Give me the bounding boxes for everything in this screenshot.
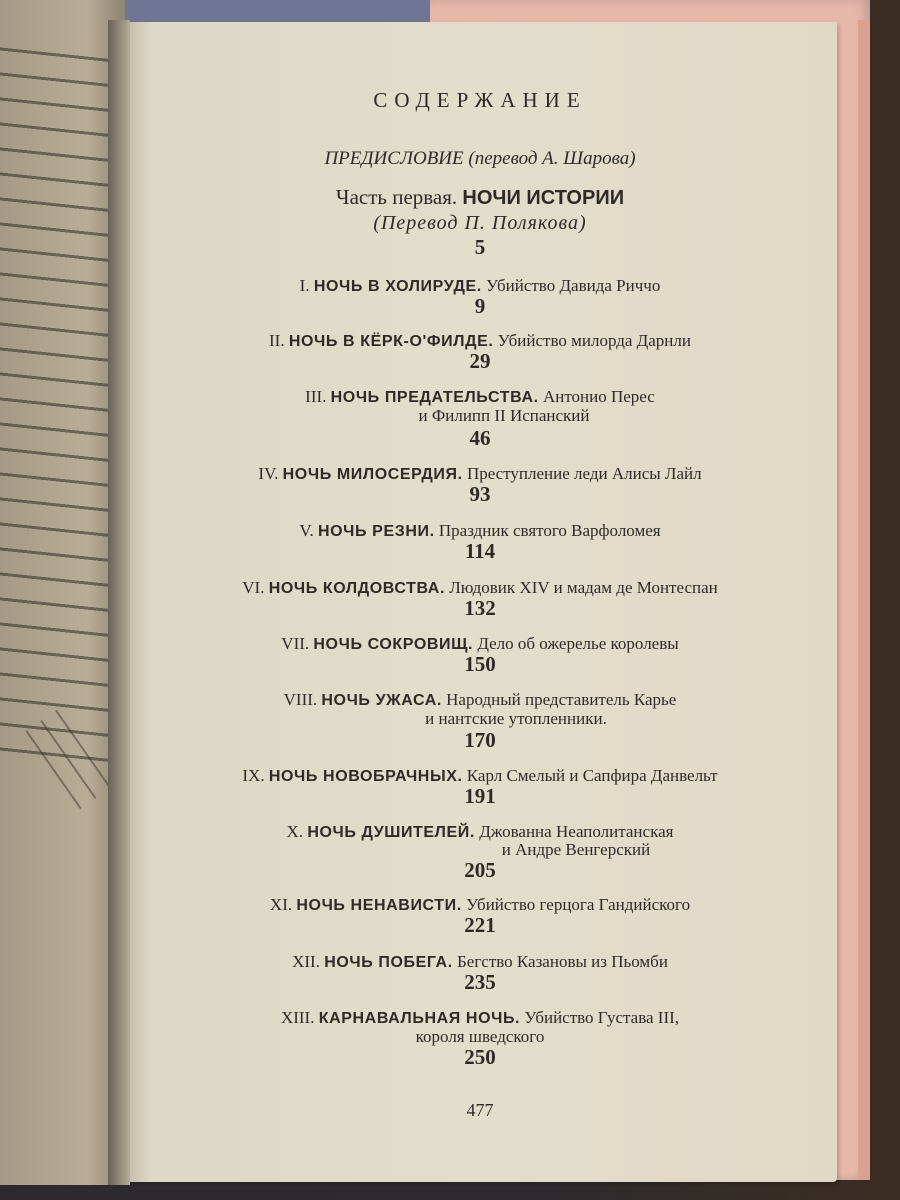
chapter-page-number: 132 <box>464 596 496 620</box>
toc-entry <box>130 276 830 296</box>
chapter-page-number: 250 <box>464 1045 496 1069</box>
chapter-title: НОЧЬ МИЛОСЕРДИЯ. <box>282 466 463 483</box>
chapter-subtitle-line2: и нантские утопленники. <box>425 709 607 728</box>
chapter-subtitle: Убийство герцога Гандийского <box>466 895 691 914</box>
chapter-page-number: 29 <box>469 349 491 373</box>
chapter-subtitle: Праздник святого Варфоломея <box>438 521 661 540</box>
chapter-number: IX. <box>242 766 265 785</box>
book-gutter <box>108 20 130 1185</box>
chapter-title: НОЧЬ КОЛДОВСТВА. <box>268 580 446 597</box>
chapter-title: КАРНАВАЛЬНАЯ НОЧЬ. <box>318 1010 521 1027</box>
preface-entry: ПРЕДИСЛОВИЕ (перевод А. Шарова) <box>324 148 636 169</box>
table-of-contents <box>130 0 830 1200</box>
chapter-title: НОЧЬ НЕНАВИСТИ. <box>296 897 462 914</box>
page-number: 477 <box>466 1100 494 1120</box>
chapter-subtitle-line2: и Филипп II Испанский <box>418 406 590 425</box>
toc-entry <box>130 634 830 654</box>
chapter-title: НОЧЬ ПОБЕГА. <box>324 954 453 971</box>
chapter-number: IV. <box>258 464 279 483</box>
chapter-title: НОЧЬ РЕЗНИ. <box>317 523 435 540</box>
chapter-number: XIII. <box>280 1008 315 1027</box>
chapter-title: НОЧЬ УЖАСА. <box>321 692 442 709</box>
chapter-number: II. <box>269 331 285 350</box>
chapter-page-number: 191 <box>464 784 496 808</box>
toc-entry <box>130 331 830 351</box>
chapter-subtitle: Народный представитель Карье <box>446 690 677 709</box>
chapter-title: НОЧЬ НОВОБРАЧНЫХ. <box>268 768 463 785</box>
chapter-page-number: 170 <box>464 728 496 752</box>
toc-entry <box>130 387 830 407</box>
toc-entry <box>130 578 830 598</box>
chapter-number: VIII. <box>283 690 318 709</box>
part-heading <box>130 185 830 210</box>
part-label: Часть первая. <box>335 185 458 209</box>
chapter-number: V. <box>299 521 314 540</box>
toc-entry <box>130 952 830 972</box>
chapter-subtitle: Людовик XIV и мадам де Монтеспан <box>449 578 718 597</box>
chapter-subtitle: Карл Смелый и Сапфира Данвельт <box>466 766 718 785</box>
chapter-number: I. <box>299 276 310 295</box>
toc-entry <box>130 766 830 786</box>
chapter-page-number: 93 <box>469 482 491 506</box>
chapter-subtitle: Джованна Неаполитанская <box>479 822 674 841</box>
toc-entry <box>130 895 830 915</box>
chapter-number: III. <box>305 387 327 406</box>
part-translator: (Перевод П. Полякова) <box>373 212 587 234</box>
chapter-number: X. <box>286 822 304 841</box>
chapter-subtitle-line2: короля шведского <box>415 1027 545 1046</box>
chapter-title: НОЧЬ В ХОЛИРУДЕ. <box>313 278 482 295</box>
chapter-page-number: 235 <box>464 970 496 994</box>
chapter-title: НОЧЬ В КЁРК-О'ФИЛДЕ. <box>288 333 494 350</box>
chapter-page-number: 114 <box>464 539 496 563</box>
toc-entry <box>130 822 830 842</box>
chapter-page-number: 9 <box>474 294 486 318</box>
chapter-subtitle: Преступление леди Алисы Лайл <box>466 464 702 483</box>
chapter-subtitle-line2: и Андре Венгерский <box>501 840 651 859</box>
toc-entry <box>130 690 830 710</box>
chapter-title: НОЧЬ ПРЕДАТЕЛЬСТВА. <box>330 389 539 406</box>
chapter-page-number: 150 <box>464 652 496 676</box>
part-title: НОЧИ ИСТОРИИ <box>462 187 625 209</box>
chapter-number: VII. <box>281 634 310 653</box>
left-page <box>0 0 125 1185</box>
chapter-number: XII. <box>292 952 320 971</box>
chapter-title: НОЧЬ СОКРОВИЩ. <box>313 636 474 653</box>
part-page-number: 5 <box>474 235 486 259</box>
chapter-subtitle: Убийство Давида Риччо <box>486 276 661 295</box>
toc-entry <box>130 1008 830 1028</box>
chapter-subtitle: Бегство Казановы из Пьомби <box>457 952 668 971</box>
chapter-subtitle: Убийство Густава III, <box>524 1008 680 1027</box>
chapter-page-number: 205 <box>464 858 496 882</box>
chapter-page-number: 46 <box>469 426 491 450</box>
pink-cover-edge <box>858 20 870 1180</box>
chapter-title: НОЧЬ ДУШИТЕЛЕЙ. <box>307 824 475 841</box>
chapter-subtitle: Антонио Перес <box>542 387 655 406</box>
chapter-page-number: 221 <box>464 913 496 937</box>
chapter-subtitle: Дело об ожерелье королевы <box>477 634 679 653</box>
toc-entry <box>130 464 830 484</box>
chapter-subtitle: Убийство милорда Дарнли <box>497 331 691 350</box>
chapter-number: XI. <box>269 895 293 914</box>
toc-entry <box>130 521 830 541</box>
left-page-text-lines <box>0 33 125 766</box>
chapter-number: VI. <box>242 578 265 597</box>
toc-title: СОДЕРЖАНИЕ <box>373 88 587 112</box>
